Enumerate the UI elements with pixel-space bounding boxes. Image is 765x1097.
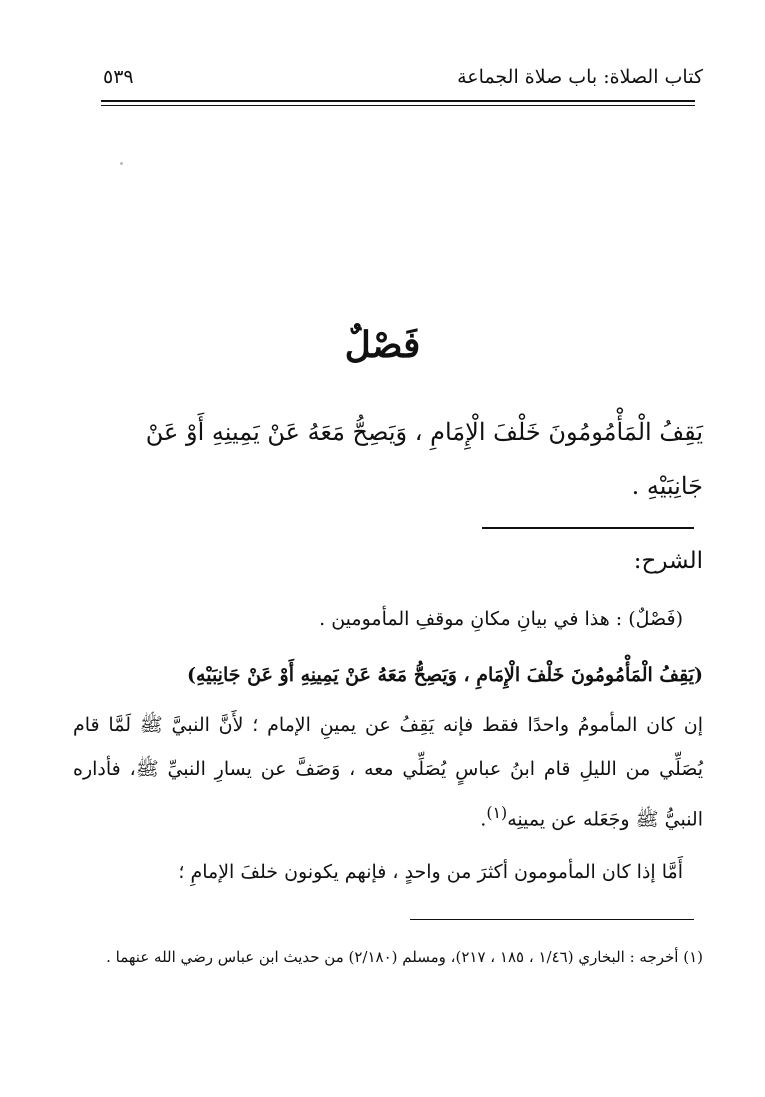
running-title: كتاب الصلاة: باب صلاة الجماعة bbox=[457, 66, 703, 88]
section-title: فَصْلٌ bbox=[344, 324, 421, 366]
header-rule-thin bbox=[101, 105, 695, 106]
paragraph-explanation bbox=[73, 703, 703, 841]
explanation-text: إن كان المأمومُ واحدًا فقط فإنه يَقِفُ عن يمينِ الإمام ؛ لأَنَّ النبيَّ ﷺ لَمَّا قام يُصَلِّي من الليلِ قام ابنُ عباسٍ يُصَلِّي معه ، وَصَفَّ عن يسارِ النبيِّ ﷺ، فأداره النبيُّ ﷺ وجَعَله عن يمينِه bbox=[73, 714, 703, 831]
paragraph-multiple-followers: أَمَّا إذا كان المأمومون أكثرَ من واحدٍ ، فإنهم يكونون خلفَ الإمامِ ؛ bbox=[178, 861, 683, 883]
page-number: ٥٣٩ bbox=[103, 66, 134, 88]
paragraph-fasl-note: (فَصْلٌ) : هذا في بيانِ مكانِ موقفِ المأمومين . bbox=[319, 608, 683, 630]
scan-speck bbox=[120, 162, 123, 165]
header-rule-thick bbox=[101, 100, 695, 102]
paragraph-matn-quote: (يَقِفُ الْمَأْمُومُونَ خَلْفَ الْإِمَامِ ، وَيَصِحُّ مَعَهُ عَنْ يَمِينِهِ أَوْ عَنْ جَانِبَيْهِ) bbox=[187, 664, 703, 686]
footnote-text: (١) أخرجه : البخاري (١/٤٦ ، ١٨٥ ، ٢١٧)، ومسلم (٢/١٨٠) من حديث ابن عباس رضي الله عنهما . bbox=[106, 948, 703, 966]
footnote-rule bbox=[410, 919, 694, 920]
sharh-label: الشرح: bbox=[633, 548, 703, 574]
section-divider bbox=[482, 527, 694, 529]
explanation-end: . bbox=[480, 808, 487, 831]
matn-text: يَقِفُ الْمَأْمُومُونَ خَلْفَ الْإِمَامِ ، وَيَصِحُّ مَعَهُ عَنْ يَمِينِهِ أَوْ عَنْ جَانِبَيْهِ . bbox=[145, 418, 703, 500]
footnote-reference: (١) bbox=[486, 803, 508, 822]
